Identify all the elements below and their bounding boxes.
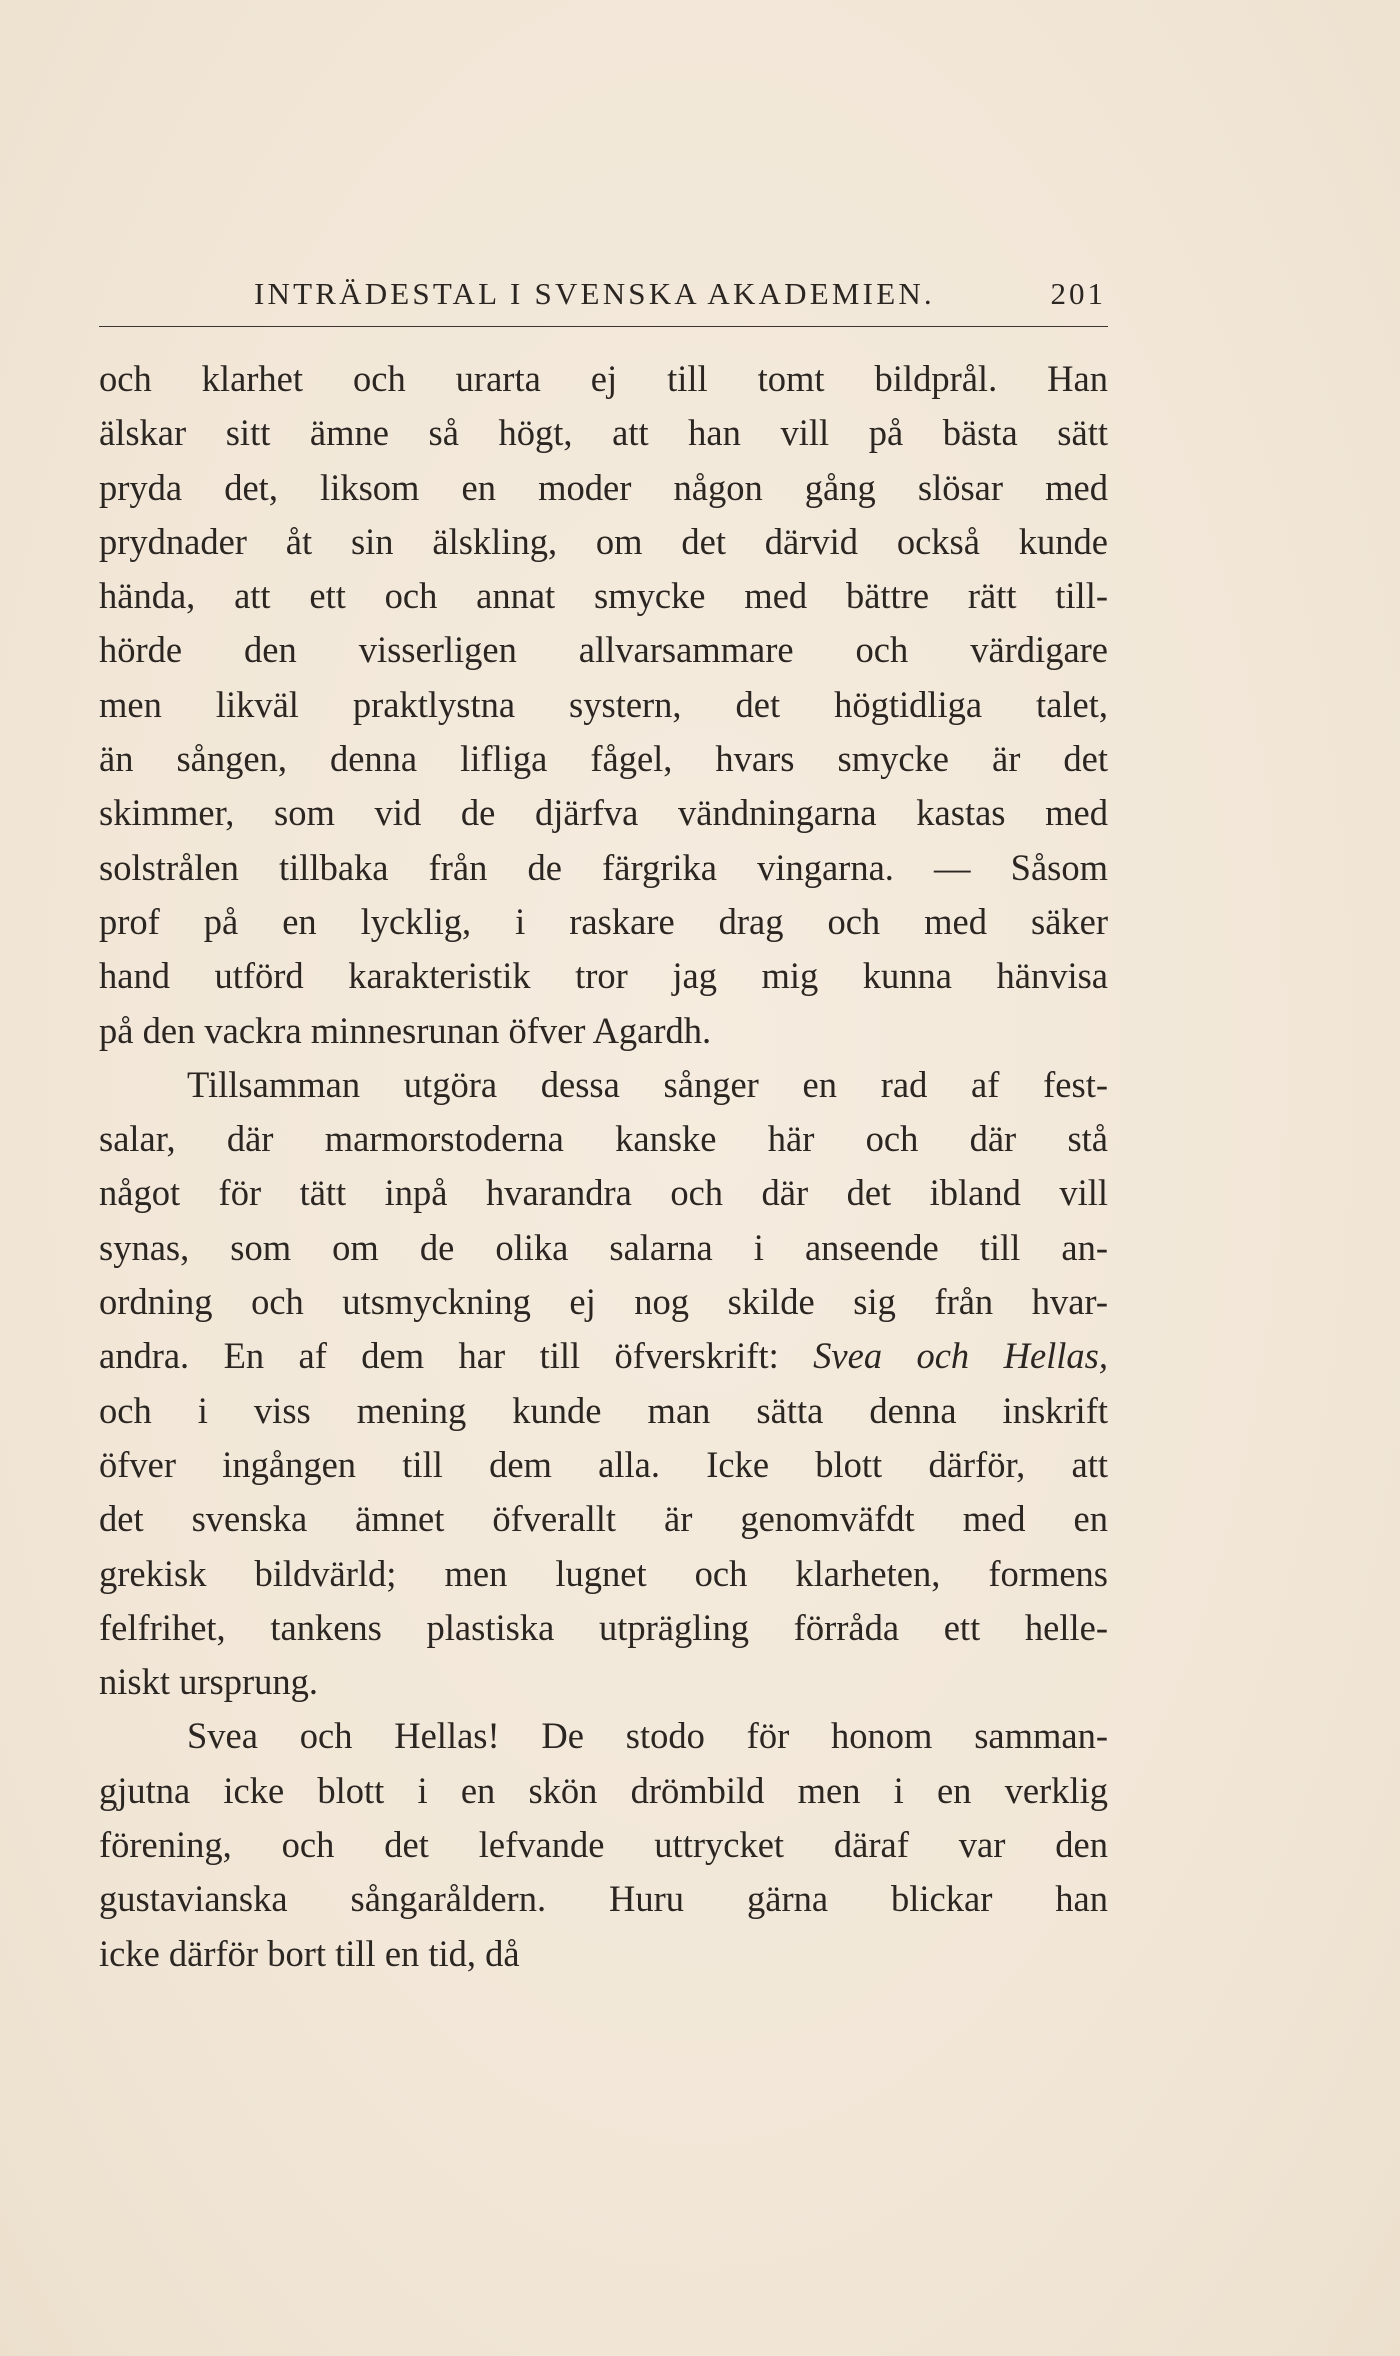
text-line: hand utförd karakteristik tror jag mig kunna hänvisa [99,955,1108,997]
text-line: gjutna icke blott i en skön drömbild men i en verklig [99,1769,1108,1811]
text-line: det svenska ämnet öfverallt är genomväfdt med en [99,1498,1108,1540]
page-number: 201 [1050,276,1106,311]
paragraph-start-line: Svea och Hellas! De stodo för honom samman- [187,1715,1108,1757]
text-line: prof på en lycklig, i raskare drag och med säker [99,900,1108,942]
text-line: än sången, denna lifliga fågel, hvars smycke är det [99,738,1108,780]
text-line: salar, där marmorstoderna kanske här och där stå [99,1118,1108,1160]
text-line: prydnader åt sin älskling, om det därvid också kunde [99,520,1108,562]
italic-title: Svea och Hellas, [813,1335,1109,1377]
text-line: grekisk bildvärld; men lugnet och klarheten, formens [99,1552,1108,1594]
text-line: solstrålen tillbaka från de färgrika vingarna. — Såsom [99,846,1108,888]
text-segment: andra. En af dem har till öfverskrift: [99,1335,779,1377]
text-line: öfver ingången till dem alla. Icke blott därför, att [99,1443,1108,1485]
paragraph-end-line: på den vackra minnesrunan öfver Agardh. [99,1009,712,1051]
text-line: något för tätt inpå hvarandra och där det ibland vill [99,1172,1108,1214]
paragraph-start-line: Tillsamman utgöra dessa sånger en rad af fest- [187,1063,1108,1105]
text-line: gustavianska sångaråldern. Huru gärna blickar han [99,1878,1108,1920]
paragraph-end-line: niskt ursprung. [99,1661,318,1703]
text-line: skimmer, som vid de djärfva vändningarna kastas med [99,792,1108,834]
text-line: älskar sitt ämne så högt, att han vill på bästa sätt [99,412,1108,454]
paragraph-end-line: icke därför bort till en tid, då [99,1932,520,1974]
text-line: ordning och utsmyckning ej nog skilde sig från hvar- [99,1281,1108,1323]
running-head: INTRÄDESTAL I SVENSKA AKADEMIEN. [254,276,935,311]
text-line: hända, att ett och annat smycke med bättre rätt till- [99,575,1108,617]
text-line: pryda det, liksom en moder någon gång slösar med [99,466,1108,508]
text-line: och klarhet och urarta ej till tomt bildprål. Han [99,358,1108,399]
text-line-with-italic [99,1329,1108,1383]
text-line: och i viss mening kunde man sätta denna inskrift [99,1389,1108,1431]
text-line: felfrihet, tankens plastiska utprägling förråda ett helle- [99,1606,1108,1648]
page-header [99,268,1108,318]
text-line: förening, och det lefvande uttrycket däraf var den [99,1824,1108,1866]
text-line: synas, som om de olika salarna i anseende till an- [99,1226,1108,1268]
header-rule [99,326,1108,327]
text-line: men likväl praktlystna systern, det högtidliga talet, [99,683,1108,725]
text-line: hörde den visserligen allvarsammare och värdigare [99,629,1108,671]
body-text [99,352,1108,1981]
